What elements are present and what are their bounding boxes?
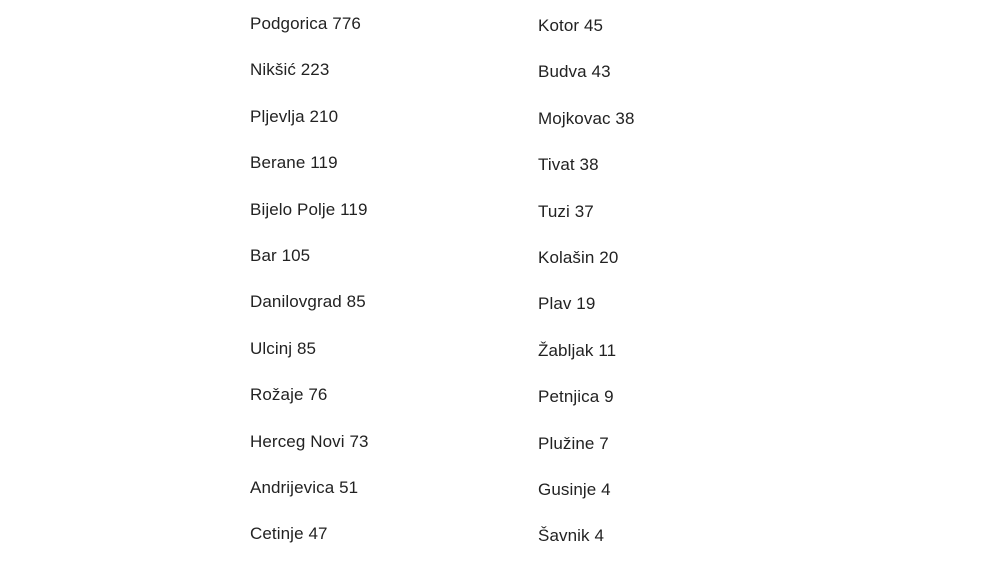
- list-item: Kotor 45: [538, 16, 604, 35]
- list-item: Cetinje 47: [250, 524, 328, 544]
- list-item: Petnjica 9: [538, 387, 614, 407]
- list-item: Danilovgrad 85: [250, 292, 366, 312]
- list-item: Kolašin 20: [538, 247, 619, 267]
- list-item: Bijelo Polje 119: [250, 199, 368, 219]
- left-column: [250, 12, 510, 569]
- list-item: Andrijevica 51: [250, 477, 359, 497]
- list-item: Gusinje 4: [538, 479, 611, 499]
- list-item: Tuzi 37: [538, 201, 594, 221]
- list-item: Plužine 7: [538, 433, 609, 453]
- list-item: Herceg Novi 73: [250, 431, 369, 451]
- list-item: Mojkovac 38: [538, 108, 635, 128]
- right-column: [538, 14, 798, 571]
- list-item: Nikšić 223: [250, 60, 330, 80]
- list-item: Bar 105: [250, 245, 311, 265]
- list-item: Rožaje 76: [250, 385, 328, 405]
- list-item: Budva 43: [538, 62, 611, 82]
- list-item: Plav 19: [538, 294, 596, 314]
- list-item: Pljevlja 210: [250, 106, 339, 126]
- list-item: Ulcinj 85: [250, 338, 317, 358]
- list-item: Žabljak 11: [538, 340, 617, 360]
- list-item: Berane 119: [250, 153, 338, 173]
- list-item: Šavnik 4: [538, 526, 605, 546]
- list-item: Tivat 38: [538, 155, 599, 175]
- list-item: Podgorica 776: [250, 14, 361, 33]
